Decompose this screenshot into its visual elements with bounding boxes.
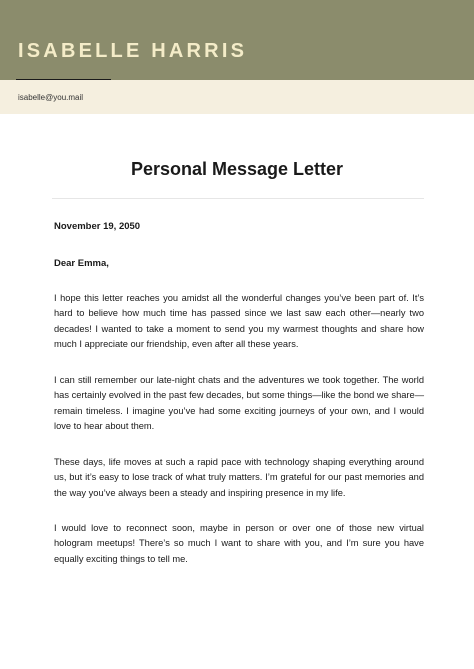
letter-salutation: Dear Emma,: [54, 258, 109, 269]
letter-title: Personal Message Letter: [130, 159, 344, 179]
letter-date: November 19, 2050: [54, 221, 141, 232]
letter-paragraph-4: I would love to reconnect soon, maybe in person or over one of those new virtual hologram meetups! There’s so much I want to share with you, and I’m sure you have equally exciting things to tell me.: [54, 523, 424, 564]
letter-paragraph-3: These days, life moves at such a rapid pace with technology shaping everything around us, but it’s easy to lose track of what truly matters. I’m grateful for our past memories and the way you’ve always been a steady and inspiring presence in my life.: [54, 457, 424, 498]
letter-paragraph-2: I can still remember our late-night chats and the adventures we took together. The world has certainly evolved in the past few decades, but some things—like the bond we share—remain timeless. I imagine you’ve had some exciting journeys of your own, and I would love to hear about them.: [54, 375, 424, 432]
title-divider: [52, 198, 424, 199]
letter-paragraph-1: I hope this letter reaches you amidst all the wonderful changes you’ve been part of. It’s hard to believe how much time has passed since we last saw each other—nearly two decades! I wanted to take a moment to send you my warmest thoughts and share how much I appreciate our friendship, even after all these years.: [54, 293, 424, 350]
header-banner: [0, 0, 474, 80]
contact-band: [0, 80, 474, 114]
sender-name: ISABELLE HARRIS: [18, 40, 248, 62]
sender-email[interactable]: isabelle@you.mail: [18, 93, 84, 102]
